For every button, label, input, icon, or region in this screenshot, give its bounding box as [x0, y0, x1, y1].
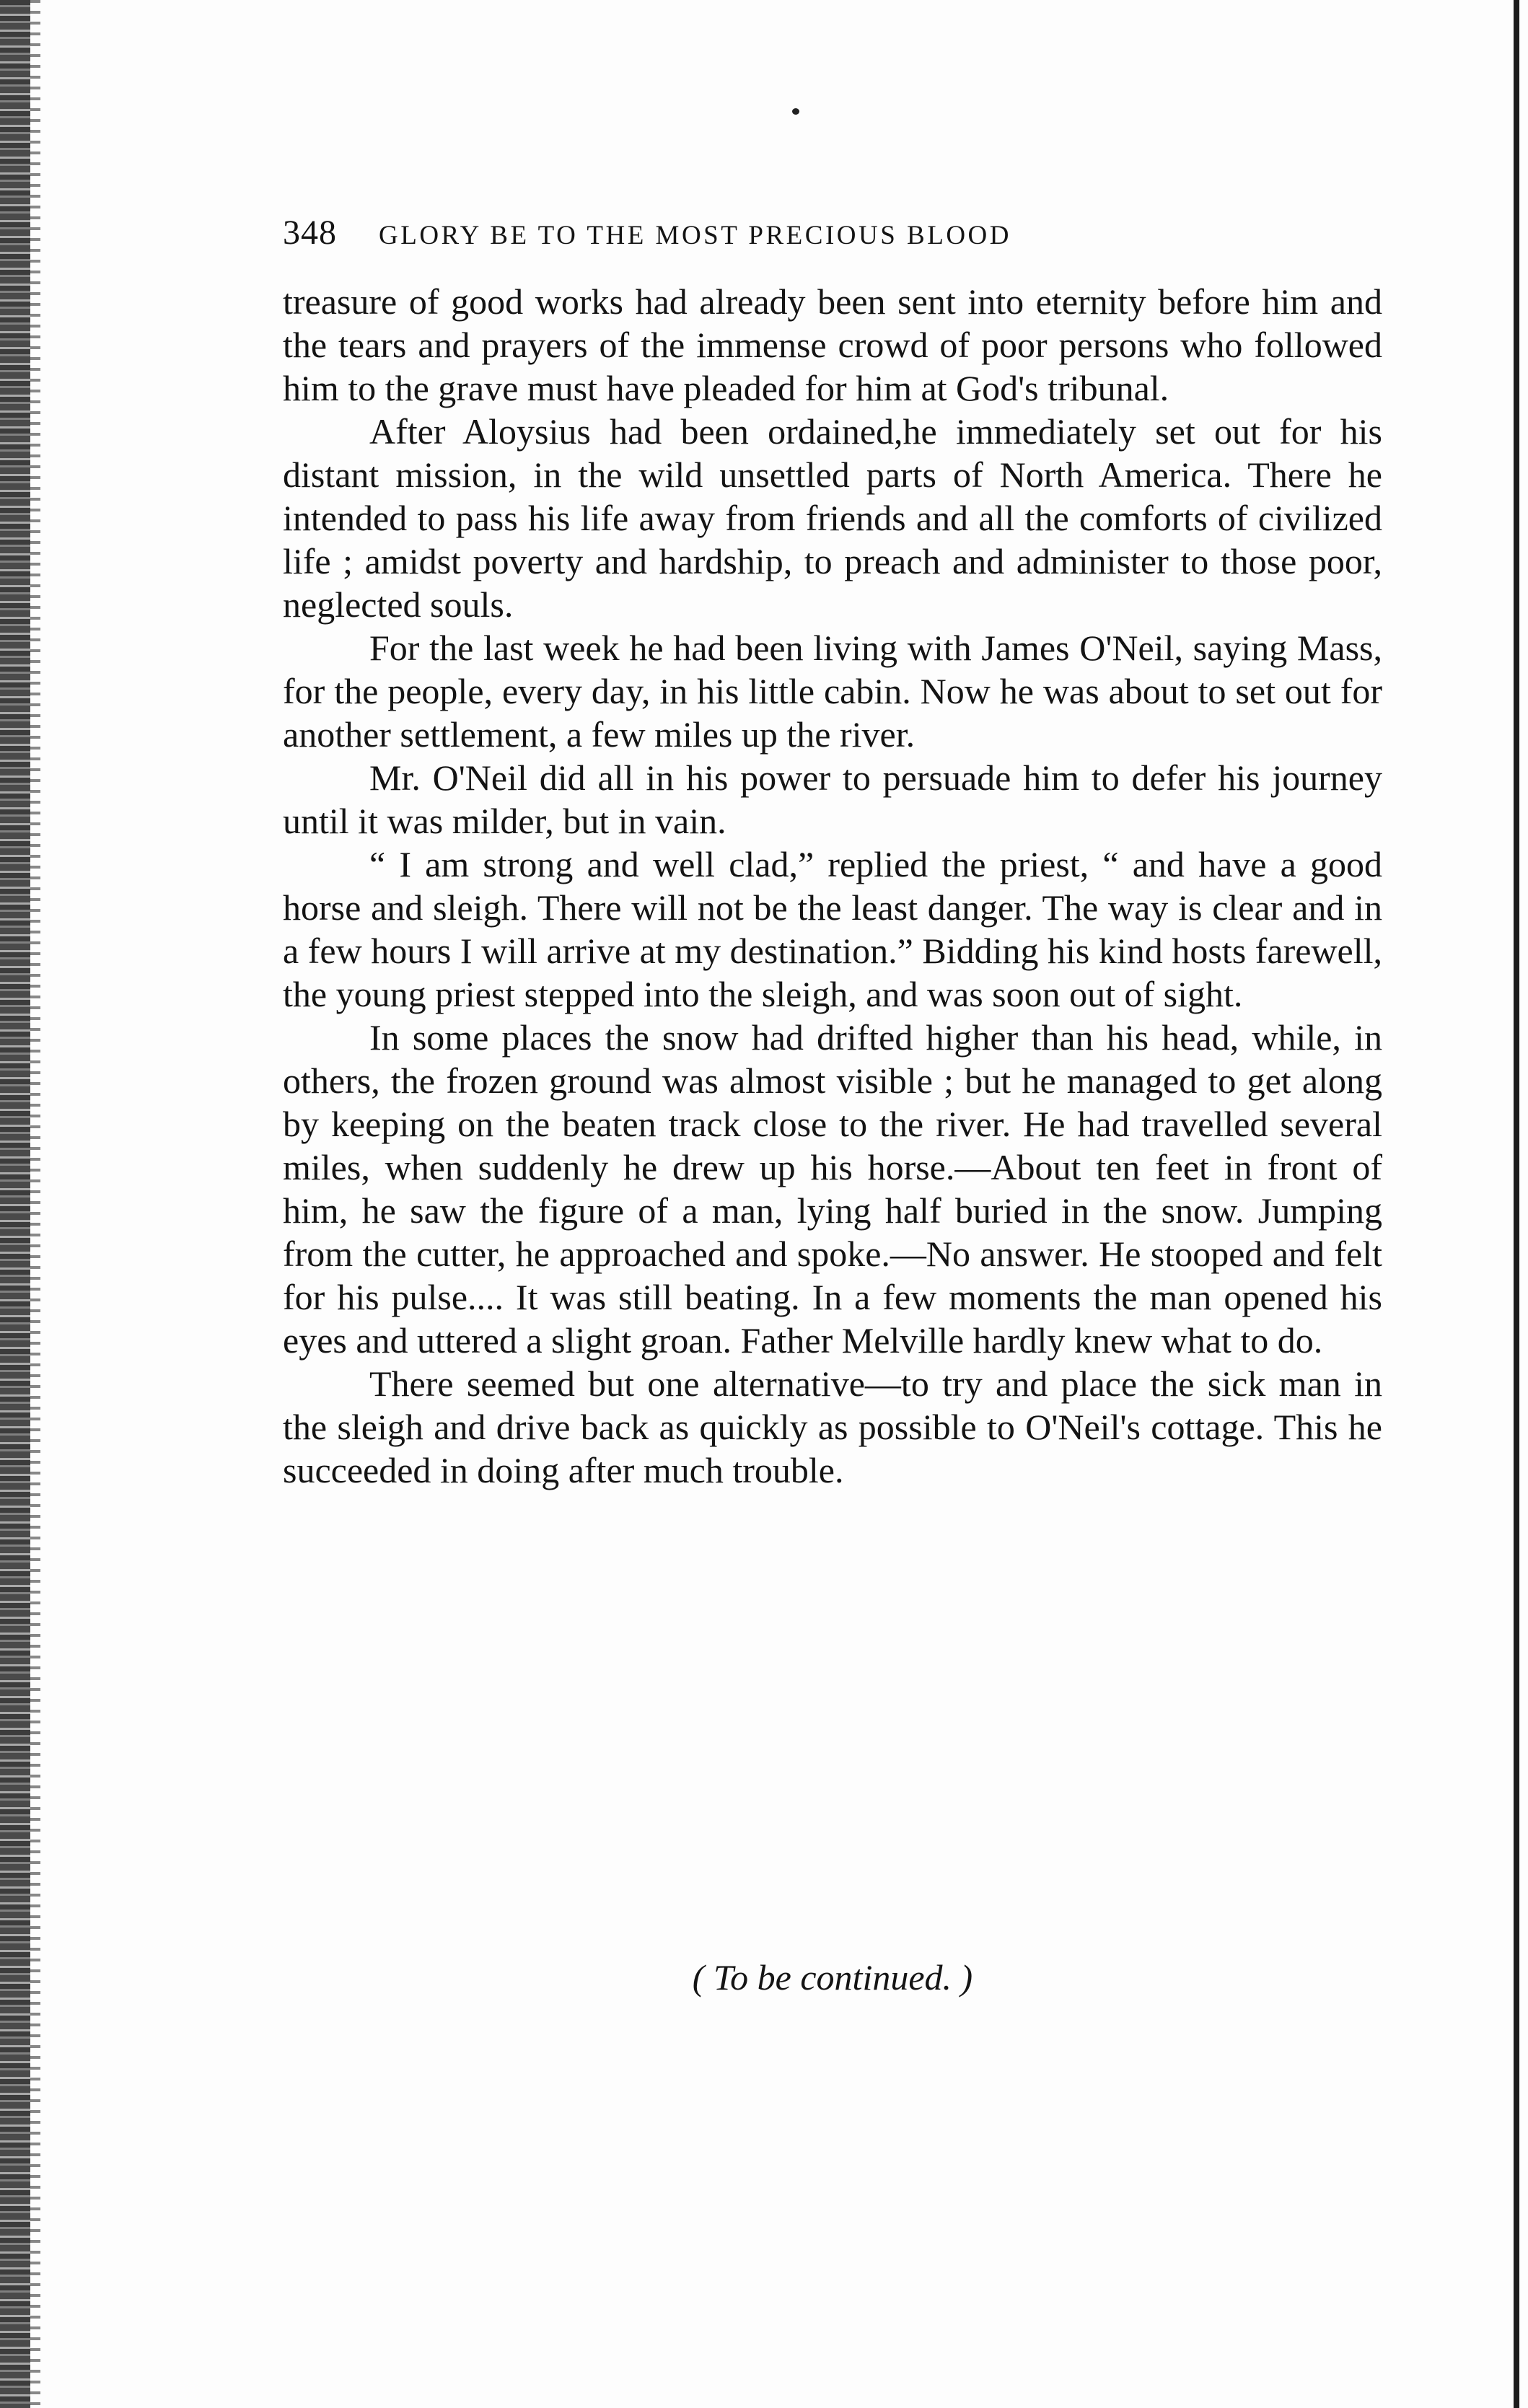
binding-shadow — [30, 0, 40, 2408]
paragraph-2: After Aloysius had been ordained,he immediately set out for his distant mission, in the wild unsettled parts of North America. There he intended to pass his life away from friends and all the comforts of civilized life ; amidst poverty and hardship, to preach and administer to those poor, neglected souls. — [283, 411, 1382, 625]
paragraph-7: There seemed but one alternative—to try and place the sick man in the sleigh and drive back as quickly as possible to O'Neil's cottage. This he succeeded in doing after much trouble. — [283, 1363, 1382, 1490]
to-be-continued: ( To be continued. ) — [692, 1957, 973, 1998]
page-header — [283, 213, 1408, 263]
page-edge-line — [1514, 0, 1519, 2408]
page-number: 348 — [283, 214, 337, 252]
paragraph-4: Mr. O'Neil did all in his power to persuade him to defer his journey until it was milder, but in vain. — [283, 757, 1382, 841]
body-text — [283, 280, 1382, 1492]
paragraph-5: “ I am strong and well clad,” replied the priest, “ and have a good horse and sleigh. There will not be the least danger. The way is clear and in a few hours I will arrive at my destination.” Bidding his kind hosts farewell, the young priest stepped into the sleigh, and was soon out of sight. — [283, 844, 1382, 1014]
running-head: GLORY BE TO THE MOST PRECIOUS BLOOD — [379, 221, 1011, 250]
binding-edge — [0, 0, 30, 2408]
paragraph-6: In some places the snow had drifted higher than his head, while, in others, the frozen ground was almost visible ; but he managed to get along by keeping on the beaten track close to the river. He had travelled several miles, when suddenly he drew up his horse.—About ten feet in front of him, he saw the figure of a man, lying half buried in the snow. Jumping from the cutter, he approached and spoke.—No answer. He stooped and felt for his pulse.... It was still beating. In a few moments the man opened his eyes and uttered a slight groan. Father Melville hardly knew what to do. — [283, 1017, 1382, 1361]
paragraph-3: For the last week he had been living with James O'Neil, saying Mass, for the people, every day, in his little cabin. Now he was about to set out for another settlement, a few miles up the river. — [283, 628, 1382, 755]
ink-speck — [792, 108, 799, 115]
paragraph-1: treasure of good works had already been sent into eternity before him and the tears and prayers of the immense crowd of poor persons who followed him to the grave must have pleaded for him at God's tribunal. — [283, 281, 1382, 408]
